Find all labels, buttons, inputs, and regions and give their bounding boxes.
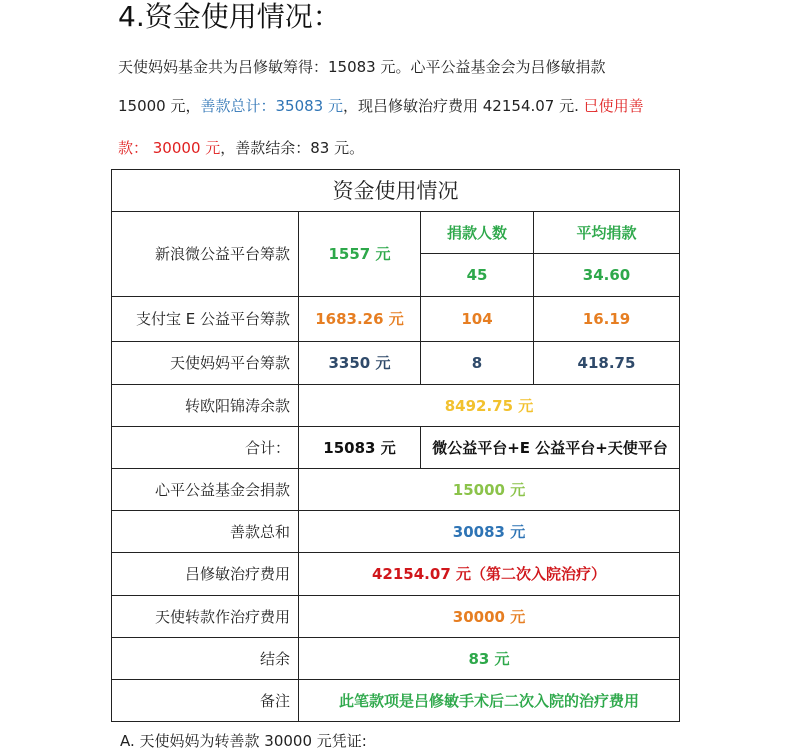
- transfer-label: 转欧阳锦涛余款: [112, 385, 299, 427]
- table-row: [112, 680, 680, 722]
- total-note: 微公益平台+E 公益平台+天使平台: [421, 427, 680, 469]
- table-row: [112, 297, 680, 342]
- sum-label: 善款总和: [112, 511, 299, 553]
- alipay-amount: 1683.26 元: [299, 297, 421, 342]
- remark-label: 备注: [112, 680, 299, 722]
- angel-amount: 3350 元: [299, 342, 421, 385]
- alipay-average: 16.19: [534, 297, 680, 342]
- table-row: [112, 427, 680, 469]
- table-row: [112, 638, 680, 680]
- angel-count: 8: [421, 342, 534, 385]
- table-row: [112, 342, 680, 385]
- summary-text-2a: 15000 元，: [118, 97, 201, 115]
- angel-label: 天使妈妈平台筹款: [112, 342, 299, 385]
- voucher-caption: A. 天使妈妈为转善款 30000 元凭证:: [120, 732, 367, 750]
- total-donation-text: 善款总计：35083 元: [200, 97, 343, 115]
- weibo-label: 新浪微公益平台筹款: [112, 212, 299, 297]
- table-row: [112, 511, 680, 553]
- summary-line-3: [118, 138, 678, 158]
- average-donation-header: 平均捐款: [534, 212, 680, 254]
- weibo-amount: 1557 元: [299, 212, 421, 297]
- balance-text: ，善款结余：83 元。: [220, 139, 365, 157]
- table-row: [112, 596, 680, 638]
- sum-value: 30083 元: [299, 511, 680, 553]
- weibo-count: 45: [421, 254, 534, 297]
- remark-value: 此笔款项是吕修敏手术后二次入院的治疗费用: [299, 680, 680, 722]
- section-heading: 4.资金使用情况：: [118, 0, 341, 33]
- used-donation-text-a: 已使用善: [583, 97, 644, 115]
- table-row: [112, 553, 680, 596]
- table-row: [112, 385, 680, 427]
- table-row: [112, 469, 680, 511]
- angel-transfer-value: 30000 元: [299, 596, 680, 638]
- table-title: 资金使用情况: [112, 170, 680, 212]
- alipay-count: 104: [421, 297, 534, 342]
- balance-value: 83 元: [299, 638, 680, 680]
- treatment-label: 吕修敏治疗费用: [112, 553, 299, 596]
- angel-average: 418.75: [534, 342, 680, 385]
- total-label: 合计：: [112, 427, 299, 469]
- weibo-average: 34.60: [534, 254, 680, 297]
- angel-transfer-label: 天使转款作治疗费用: [112, 596, 299, 638]
- fund-usage-table: [111, 169, 680, 722]
- xinping-label: 心平公益基金会捐款: [112, 469, 299, 511]
- transfer-value: 8492.75 元: [299, 385, 680, 427]
- summary-line-2: [118, 96, 678, 116]
- donor-count-header: 捐款人数: [421, 212, 534, 254]
- summary-text-1: 天使妈妈基金共为吕修敏筹得：15083 元。心平公益基金会为吕修敏捐款: [118, 58, 606, 76]
- treatment-value: 42154.07 元（第二次入院治疗）: [299, 553, 680, 596]
- used-donation-text-b: 款： 30000 元: [118, 139, 221, 157]
- table-row: [112, 212, 680, 254]
- balance-label: 结余: [112, 638, 299, 680]
- table-title-row: [112, 170, 680, 212]
- summary-line-1: [118, 57, 678, 77]
- summary-text-2c: ，现吕修敏治疗费用 42154.07 元.: [343, 97, 584, 115]
- xinping-value: 15000 元: [299, 469, 680, 511]
- alipay-label: 支付宝 E 公益平台筹款: [112, 297, 299, 342]
- total-amount: 15083 元: [299, 427, 421, 469]
